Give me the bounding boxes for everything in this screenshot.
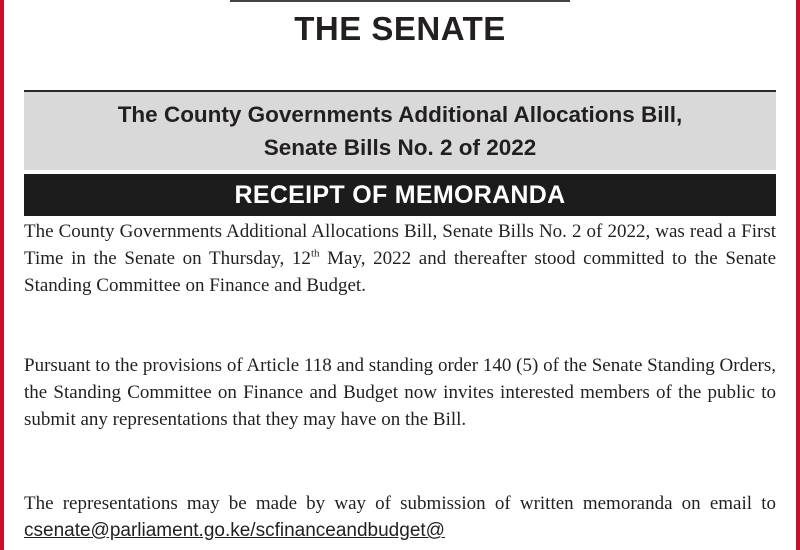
chamber-heading: THE SENATE <box>294 10 506 47</box>
section-heading-bar: RECEIPT OF MEMORANDA <box>24 174 776 216</box>
paragraph-first-reading-text: The County Governments Additional Allocations Bill, Senate Bills No. 2 of 2022, was read a First Time in the Senate on Thursday, 12 <box>24 221 776 269</box>
bill-title-line-2: Senate Bills No. 2 of 2022 <box>263 135 537 160</box>
paragraph-submission <box>24 490 776 544</box>
top-rule <box>230 0 570 2</box>
paragraph-first-reading <box>24 218 776 299</box>
right-red-border <box>796 0 800 550</box>
paragraph-invitation: Pursuant to the provisions of Article 118 and standing order 140 (5) of the Senate Standing Orders, the Standing Committee on Finance and Budget now invites interested members of the public to submit any representations that they may have on the Bill. <box>24 355 776 430</box>
email-link[interactable]: csenate@parliament.go.ke/scfinanceandbudget@ <box>24 520 445 541</box>
paragraph-first-reading-text-end: May, 2022 and thereafter stood committed to the Senate Standing Committee on Finance and Budget. <box>24 248 777 296</box>
bill-title-line-1: The County Governments Additional Allocations Bill, <box>117 102 683 127</box>
paragraph-submission-text: The representations may be made by way of submission of written memoranda on email to <box>24 493 776 514</box>
ordinal-suffix: th <box>310 247 320 260</box>
left-red-border <box>0 0 4 550</box>
bill-title-band <box>24 90 776 170</box>
